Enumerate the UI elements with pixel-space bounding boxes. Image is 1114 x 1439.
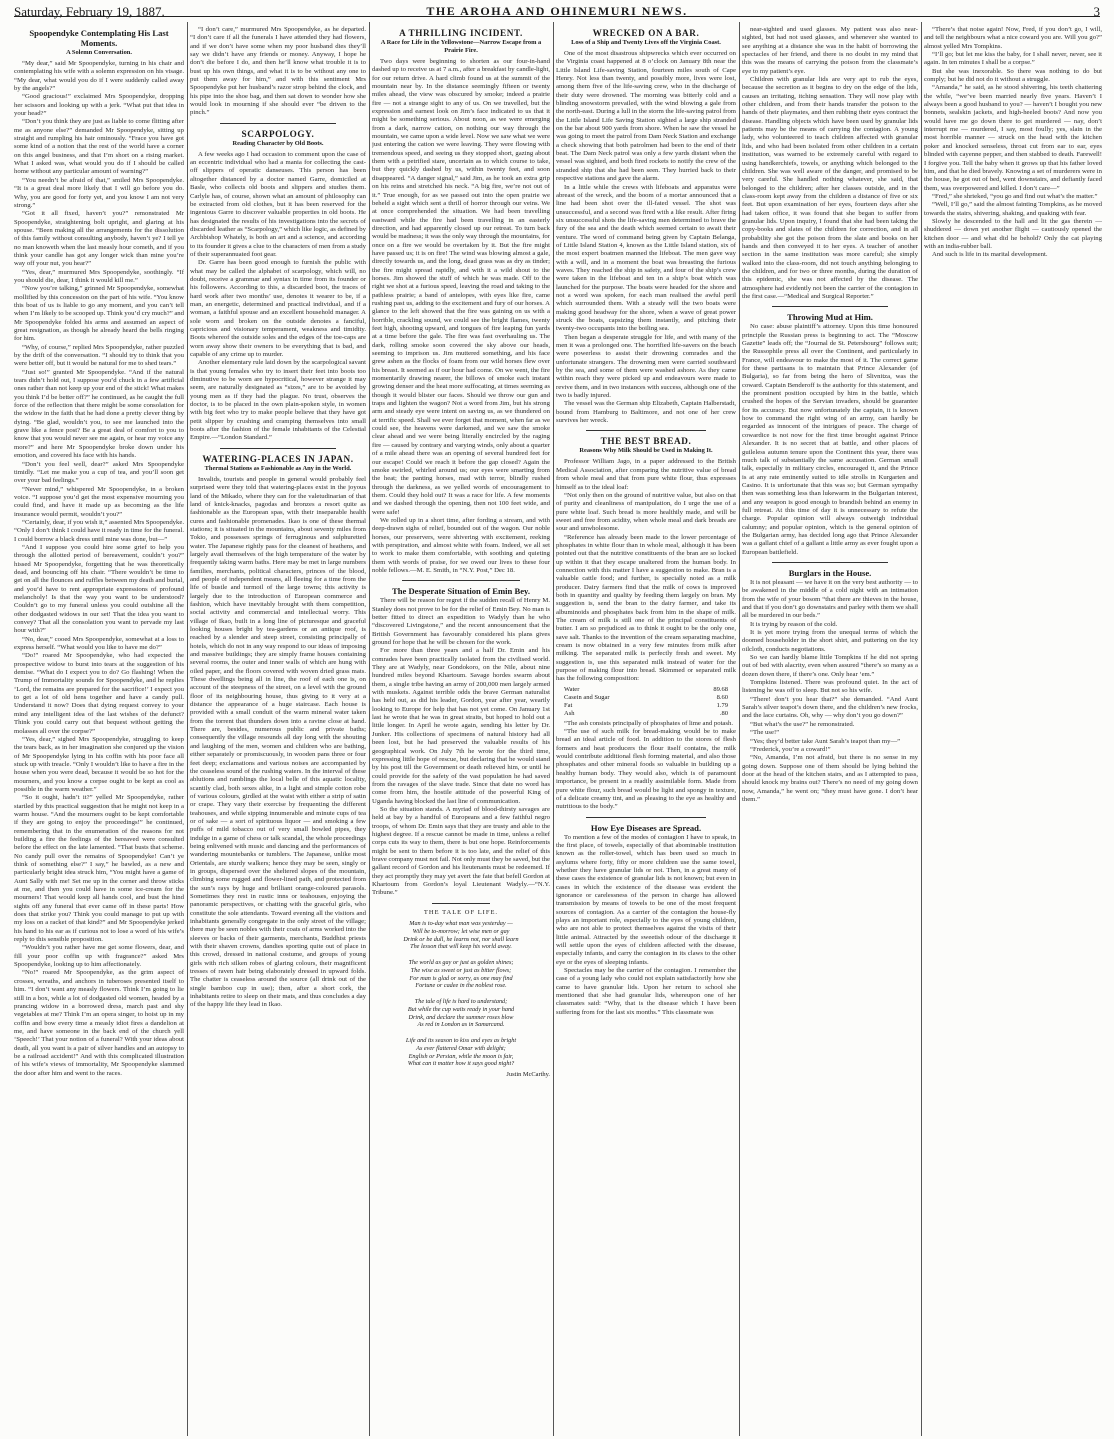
paragraph: “Do!” roared Mr Spoopendyke, who had expected the prospective widow to burst into tears at the suggestion of his demise. “What do I expect you to do? Go flashing! When the Trump of Immortality sounds for Spoopendyke, and he replies ‘Lord, the remains are prepared for the sacrifice!’ I expect you to get a lot of old hens together and have a candy pull. Understand it now? Does that dying request convey to your mind any intelligent idea of the last wishes of the defunct? Think you could carry out that bequest without getting the molasses all over the corpse?” [14, 652, 184, 735]
section-rule [586, 430, 706, 431]
poem-author: Justin McCarthy. [506, 1071, 550, 1079]
paragraph: Two days were beginning to shorten as our four-in-hand dashed up to receive us at 7 a.m., after a breakfast by candle-light, for our return drive. A hard climb found us at the summit of the mountain near by. In the distance seemingly fifteen or twenty miles ahead, the view was obscured by smoke; indeed a prairie fire — not a strange sight to any of us. On we travelled, but the expression and earnest look on Jim’s face indicated to us that it might be something serious. About noon, as we were emerging from a dark, narrow cation, on nothing our way through the mountain, we came upon a wide level. Now we saw what we were just entering the cation we were leaving. They were flowing with tremendous speed, and seeing us they stopped short, gazing about them with a petrified stare, uncertain as to which course to take, but they quickly dashed by us, within twenty feet, and soon disappeared. “A danger signal,” said Jim, as he took an extra grip on his reins and stretched his neck. “A big fire, we’re not out of it.” True enough, for as we passed out into the open prairie we beheld a sight which sent a thrill of horror through our veins. We at once comprehended the situation. We had been travelling eastward while the fire had been travelling in an easterly direction, and had apparently closed up our retreat. To turn back would be madness; it was the only way through the mountains, for once on a fire we would be overtaken by it. But the fire might have passed us; it is on fire! The wind was blowing almost a gale, directly towards us, and the long, dead grass was as dry as tinder; the fire might spread rapidly, and with it a wild shout to the horses. Jim showed the stuff of which he was made. Off to the right we shot at a furious speed, leaving the road and taking to the pathless prairie; a band of antelopes, with eyes like fire, came rushing past us, adding to the excitement and fury of our horses. A glance to the left showed that the fire was gaining on us with a horrible, crackling sound, we could see the bright flames, twenty feet high, shooting upward, and tongues of fire leaping fun yards at a time before the gale. The fire was fast overhauling us. The dark, rolling smoke soon covered the sky above our heads, seeming to imprison us. Jim muttered something, and his face grew ashen as the flocks of foam from our wild horses flew over his breast. It seemed as if our hour had come. On we went, the fire momentarily drawing nearer, the billows of smoke each instant growing denser and the heat more suffocating, at times seeming as though it would blister our faces. Should we throw our gun and traps and lighten the wagon? Not a word from Jim, but his strong arm and steady eye were intent on saving us, as we thundered on at terrific speed. Shall we ever forget that moment, when far as we could see, the heavens were darkened, and we saw the smoke clear ahead and we were being literally encircled by the raging fire — caused by contrary and varying winds, only about a quarter of a mile ahead there was an opening of several hundred feet for our escape! Could we reach it before the gap closed? Again the smoke swirled, whirled around us; our eyes were smarting from the heat; the panting horses, mad with terror, blindly rushed through the darkness, as we yelled words of encouragement to them. Could they hold out? It was a race for life. A few moments and we dashed through the opening, then not 100 feet wide, and were safe! [372, 58, 550, 516]
paragraph: We rolled up in a short time, after fording a stream, and with deep-drawn sighs of relief, bounded out of the wagon. Our noble horses, our preservers, were shivering with excitement, reeking with perspiration, and almost white with foam. Indeed, we all set to work to make them comfortable, with soothing and quieting them with words of praise, for we owed our lives to these four noble fellows.—M. E. Smith, in “N.Y. Post,” Dec 18. [372, 516, 550, 574]
milk-composition-table [564, 686, 728, 718]
paragraph: “No, Amanda, I’m not afraid, but there is no sense in my going down. Suppose one of them should be lying behind the door at the head of the kitchen stairs, and as I attempted to pass, should knock my brains out? There’s no need of my going down now, Amanda,” he went on; “they must have gone. I don’t hear them.” [742, 754, 918, 803]
paragraph: “I don’t care,” murmured Mrs Spoopendyke, as he departed. “I don’t care if all the funerals I have attended they had flowers, and if we don’t have some when my poor husband dies they’ll say we didn’t have any friends or money. Anyway, I hope he don’t die before I do, and then he’ll know what trouble it is to bust up his own things, and what it is to be without any one to put them away for him,” and with this sentiment Mrs Spoopendyke put her husband’s razor strop behind the clock, and his pipe into the shoe bag, and then sat down to wonder how she would look in mourning if she should ever “be driven to the pinch.” [190, 26, 366, 117]
article-subtitle: Reading Character by Old Boots. [232, 139, 324, 147]
paragraph: “There’s that noise again! Now, Fred, if you don’t go, I will, and tell the neighbours what a nice coward you are. Will you go?” almost yelled Mrs Tompkins. [924, 26, 1102, 50]
article-title-japan: WATERING-PLACES IN JAPAN. [202, 453, 354, 464]
article-title-best-bread: THE BEST BREAD. [600, 436, 692, 447]
paragraph: “But what’s the use?” he remonstrated. [750, 720, 855, 728]
paragraph: So we can hardly blame little Tompkins if he did not spring out of bed with alacrity, even when assured “there’s so many as a dozen down there, if there’s one. Only hear ‘em.” [742, 654, 918, 678]
paragraph: The vessel was the German ship Elizabeth, Captain Halberstadt, bound from Hamburg to Baltimore, and not one of her crew survives her wreck. [556, 400, 736, 425]
paragraph: “Certainly, dear, if you wish it,” assented Mrs Spoopendyke. “Only I don’t think I could have it ready in time for the funeral. I could borrow a black dress until mine was done, but—” [14, 518, 184, 543]
paragraph: near-sighted and used glasses. My patient was also near-sighted, but had not used glasses, and whenever she wanted to see anything at a distance she was in the habit of borrowing the spectacles of her friend, and there is no doubt in my mind that this was the means of carrying the poison from the classmate’s eye to my patient’s eye. [742, 26, 918, 75]
section-rule [432, 903, 490, 904]
paragraph: No case: abuse plaintiff’s attorney. Upon this time honoured principle the Russian press is beginning to act. The “Moscow Gazette” leads off; the “Journal de St. Petersbourg” follows suit; the Russophile press all over the Continent, and particularly in France, will endeavour to make the most of it. The correct game for these partisans is to maintain that Prince Alexander (of Bulgaria), so far from being the hero of Slivnitza, was the coward. Captain Benderoff is the authority for this statement, and the prominent position occupied by him in the battle, which crushed the hopes of the Servian invaders, should be guarantee for its accuracy. But now unfortunately the captain, it is known how to command the right wing of an army, can hardly be regarded as innocent of the intrigues of peace. The charge of cowardice is not now for the first time brought against Prince Alexander. It is no secret that at battle, and other places of guileless autumn tenure upon the Continent this year, there was much talk of substantially the same accusation. German small talk, especially in military circles, encouraged it, and the Prince is at any rate eminently suited to idle strolls in Kurgarten and Casino. It is unfortunate that this was so; but German sympathy then was something less than lukewarm in the Bulgarian interest, and any weapon is good enough to brandish behind an enemy in full retreat. At this time of day it is unnecessary to refute the charge. Popular opinion will always outweigh individual calumny; and popular opinion, which is the general opinion of the Bulgarian army, has decided long ago that Prince Alexander was a gallant chief of a gallant a little army as ever fought upon a European battlefield. [742, 323, 918, 556]
paragraph: “The use!” [750, 729, 780, 737]
paragraph: “There! don’t you hear that?” she demanded. “And Aunt Sarah’s silver teapot’s down there, and the children’s new frocks, and the lace curtains. Oh, why — why don’t you go down?” [742, 695, 918, 720]
paragraph: A few weeks ago I had occasion to comment upon the case of an eccentric individual who had a mania for collecting the cast-off slippers of operatic danseuses. This person has been altogether distanced by a doctor named Garre, domiciled at Basle, who collects old boots and slippers and studies them. Carlyle has, of course, shown what an amount of philosophy can be extracted from old clothes, but it has been reserved for the ingenious Garre to discover valuable properties in old boots. He has designated the results of his investigations into the secrets of discarded leather as “Scarpology,” which like logic, as defined by Archbishop Whately, is both an art and a science, and according to its founder it gives a clue to the characters of men from a study of their superannuated foot gear. [190, 150, 366, 258]
paragraph: “Wouldn’t you rather have me get some flowers, dear, and fill your poor coffin up with fragrance?” asked Mrs Spoopendyke, looking up to him affectionately. [14, 944, 184, 969]
table-row: Ash .80 [564, 709, 728, 717]
paragraph: “Yes; they’d better take Aunt Sarah’s teapot than my—” [750, 737, 901, 745]
paragraph: “No!” roared Mr Spoopendyke, as the grim aspect of crosses, wreaths, and anchors in tuberoses presented itself to him. “I don’t want any measly flowers. Think I’m going to lie still in a box, while a lot of dodgasted old women, headed by a prancing widow in a borrowed dress, march past and shy vegetables at me? Think I’m an opera singer, to hoist up in my coffin and bow every time a measly idiot fires a dandelion at me, and have someone in the back end of the church yell ‘Speech!’ That your notion of a funeral? With your ideas about death, all you want is a pair of silver handles and an autopsy to be a railroad accident!” And with this complicated illustration of his wife’s views of immortality, Mr Spoopendyke slammed the door after him and went to the races. [14, 969, 184, 1077]
article-title-eye-diseases: How Eye Diseases are Spread. [590, 822, 702, 833]
column-divider [739, 22, 740, 1436]
paragraph: To mention a few of the modes of contagion I have to speak, in the first place, of towels, especially of that abominable institution known as the roller-towel, which has been used so much in asylums where forty, fifty or more children use the same towel, whether they have granular lids or not. Then, in a great many of these cases the existence of granular lids is not known; but even in cases in which the existence of the disease was evident the ignorance or carelessness of the person in charge has allowed transmission by means of towels to be one of the most frequent sources of contagion. As a carrier of the contagion the house-fly plays an important role, especially to the eyes of young children, who are not able to protect themselves against the visits of their little animal. Attracted by the sweetish odour of the discharge it will settle upon the eyes of children affected with the disease, especially infants, and carry the contagion in its claws to the other eye or the eyes of sleeping infants. [556, 833, 736, 966]
column-divider [553, 22, 554, 1436]
paragraph: “Well, I’ll go,” said the almost fainting Tompkins, as he moved towards the stairs, shivering, shaking, and quaking with fear. [924, 201, 1102, 217]
paragraph: In a little while the crews with lifeboats and apparatus were abreast of the wreck, and the boom of a mortar announced that a line had been shot over the ill-fated vessel. The shot was unsuccessful, and a second was fired with a like result. After firing six unsuccessful shots the life-saving men determined to brave the fury of the sea and the death which seemed certain to await their venture. The word of command being given by Captain Belanga, of Little Island Station 4, known as the Little Island station, six of the most expert boatmen manned the lifeboat. The men gave way with a will, and in a moment the boat was breasting the furious waves. They reached the ship in safety, and four of the ship’s crew were taken in the lifeboat and ten in a ship’s boat which was launched for the purpose. The boats were headed for the shore and not a word was spoken, for each man realised the awful peril which surrounded them. With a steady will the two boats were making good headway for the shore, when a wave of great power struck the boats, capsizing them instantly, and pitching their twenty-two occupants into the boiling sea. [556, 183, 736, 333]
paragraph: For more than three years and a half Dr. Emin and his comrades have been practically isolated from the civilised world. They are at Wadyly, near Gondokoro, on the Nile, about nine hundred miles beyond Khartoum. Savage hordes swarm about them, a single tribe having an army of 200,000 men largely armed with muskets. Against terrible odds the brave German naturalist has held out, as did his leader, Gordon, year after year, wearily looking to Europe for help that has not yet come. On January 1st last he wrote that he was in great straits, but hoped to hold out a little longer. In April he wrote again, sending his letter by Dr. Junker. His collections of specimens of natural history had all been lost, but he had preserved the valuable results of his geographical work. On July 7th he wrote for the third time, expressing little hope of rescue, but declaring that he would stand by his post till the Government or death relieved him, or until he could provide for the safety of the vast population he had saved from the ravages of the slave trade. Since that date no word has come from him, the hostile attitude of the powerful King of Uganda having blocked the last line of communication. [372, 647, 550, 805]
newspaper-masthead: THE AROHA AND OHINEMURI NEWS. [426, 4, 688, 18]
article-subtitle: Loss of a Ship and Twenty Lives off the Virginia Coast. [571, 39, 721, 46]
paragraph: “Fred,” she shrieked, “you go and find out what’s the matter.” [932, 192, 1098, 200]
column-5 [742, 26, 918, 1436]
paragraph: “No, dear,” cooed Mrs Spoopendyke, somewhat at a loss to express herself. “What would you like to have me do?” [14, 635, 184, 652]
article-title-burglars: Burglars in the House. [788, 567, 872, 578]
column-divider [187, 22, 188, 1436]
page-header [14, 2, 1100, 22]
paragraph: Invalids, tourists and people in general would probably feel surprised were they told that watering-places exist in the joyous land of the Mikado, where they can for the valetudinarian of that land of knick-knacks, pagodas and bronzes a resort quite as fashionable as the European spas, with their inseparable health cures and fashionable promenades. Ikao is one of these thermal stations; it is situated in the mountains, about seventy miles from Tokio, and possesses springs of ferruginous and sulphuretted water. The Japanese rightly pass for the cleanest of heathens, and largely avail themselves of the high temperature of the water by frequently taking warm baths. Here may be met in large numbers families, merchants, political characters, princes of the blood, and people of independent means, all fleeing for a time from the life of bustle and turmoil of the large towns; this activity is largely due to the introduction of European commerce and fashion, which have inevitably brought with them competition, social activity and commercial and intellectual worry. This village of Ikao, built in a long line of picturesque and graceful looking houses bright by tea-gardens or an antique roof, is reached by a slender and steep street, consisting principally of hotels, which do not in any way respond to our ideas of imposing and massive buildings; they are simply frame houses containing several rooms, the outer and inner walls of which are hung with oiled paper, and the floors covered with woven dried grass mats. These dwellings being all in line, the roof of each one is, on account of the steepness of the street, on a level with the ground floor of its neighbouring house, thus giving to it very at a distance the appearance of a huge staircase. Each house is provided with a small conduit of the warm mineral water taken from the torrent that thunders down into a ravine close at hand. There are, besides, numerous public and private baths; consequently the village resounds all day long with the shouting and laughing of the men, women and children who are bathing, either separately or promiscuously, in wooden pans three or four feet deep; exclamations and various noises are accompanied by the ceaseless sound of the rushing waters. In the interval of these ablutions and ramblings the local belle of this aquatic locality, scantily clad, both sexes alike, in a light and simple cotton robe of various colours, girdled at the waist with either a strip of satin or crape. They vary their exercise by frequenting the different teahouses, and while sipping innumerable and minute cups of tea or of sake — a sort of spirituous liquor — and smoking a few puffs of mild tobacco out of very small bowled pipes, they indulge in a game of chess or talk scandal, the whole proceedings being enlivened with music and dancing and the performances of wandering mountebanks or tumblers. The Japanese, unlike most Orientals, are sturdy walkers; hence they may be seen, singly or in groups, dispersed over the sheltered slopes of the mountain, climbing some rugged and flower-lined path, and protected from the sun’s rays by huge and brilliant orange-coloured parasols. Sometimes they rest in rustic inns or teahouses, enjoying the panoramic perspectives, or chatting with the graceful girls, who constitute the sole attendants. Toward evening all the visitors and inhabitants generally congregate in the only street of the village; there may be seen nobles with their coats of arms worked into the sleeves or backs of their garments, merchants, Buddhist priests with their shaven crowns, dandies sporting quite out of place in this crowd, dressed in national costume, and groups of young girls with rich silken robes of glaring colours, their magnificent tresses of raven hair being elaborately dressed in upward folds. The chatter is ceaseless around the source (all drink out of the single bamboo cup in use); then, after a short cork, the inhabitants retire to sleep on their mats, and thus concludes a day of the happy life they lead in Ikao. [190, 475, 366, 1009]
paragraph: “You needn’t be afraid of that,” smiled Mrs Spoopendyke. “It is a great deal more likely that I will go before you do. Why, you are good for forty yet, and you know I am not very strong.” [14, 176, 184, 209]
paragraph: So the situation stands. A myriad of blood-thirsty savages are held at bay by a handful of Europeans and a few faithful negro troops, of whom Dr. Emin says that they are trusty and able to the highest degree. If a rescue cannot be made in time, unless a relief corps cuts its way to them, there is but one hope. Reinforcements might be sent to them before it is too late, and the relief of this brave company must not fail. Not only must they be saved, but the gallant record of Gordon and his lieutenants must be redeemed. If they act promptly they may yet avert the fate that befell Gordon at Khartoum from Gordon’s loyal Lieutenant Wadyly.—“N.Y. Tribune.” [372, 805, 550, 897]
article-title-thrilling-incident: A THRILLING INCIDENT. [399, 28, 523, 38]
section-rule [772, 306, 888, 307]
paragraph: “Don’t you think they are just as liable to come flitting after me as anyone else?” demanded Mr Spoopendyke, sitting up straight and rumpling his hair ominously. “Frace you have got some kind of a notion that the rest of the world have a corner on this angel business, and that I’m short on a rising market. What I asked was, what would you do if I should be called home without any particular amount of warning?” [14, 118, 184, 176]
paragraph: There will be reason for regret if the sudden recall of Henry M. Stanley does not prove to be for the relief of Emin Bey. No man is better fitted to direct an expedition to Wadyly than he who “discovered Livingstone,” and the recent announcement that the British Government has favourably considered his plans gives ground for hope that he will be chosen for the work. [372, 597, 550, 647]
paragraph: And such is life in its marital development. [932, 251, 1048, 259]
paragraph: “My dear,” said Mr Spoopendyke, turning in his chair and contemplating his wife with a solemn expression on his visage. “My dear, what would you do if I were suddenly called away by the angels?” [14, 60, 184, 93]
column-2 [190, 26, 366, 1436]
paragraph: “And I suppose you could hire some grief to help you through the allotted period of bereavement, couldn’t you?” hissed Mr Spoopendyke, forgetting that he was theoretically dead, and bouncing off his chair. “There wouldn’t be time to get on all the flounces and ruffles between my death and burial, and you’d have to rent appropriate expressions of profound melancholy! Is that the way you want to be understood? Couldn’t go to my funeral unless you could outshine all the other dodgasted widows in our set! That the idea you want to convey? That all the consolation you want to pervade my last hour with?” [14, 543, 184, 635]
section-rule [220, 123, 336, 124]
paragraph: “Why, of course,” replied Mrs Spoopendyke, rather puzzled by the drift of the conversation. “I should try to think that you were better off, but it would be natural for me to shed tears.” [14, 343, 184, 368]
paragraph: Spectacles may be the carrier of the contagion. I remember the case of a young lady who could not explain satisfactorily how she came to have granular lids. Upon her return to school she mentioned that she had granular lids, whereupon one of her classmates said: “Why, that is the disease which I have been suffering from for the last six months.” This classmate was [556, 967, 736, 1016]
paragraph: “Never mind,” whispered Mr Spoopendyke, in a broken voice. “I suppose you’d get the most expensive mourning you could find, and have it made up as becoming as the life insurance would permit, wouldn’t you?” [14, 485, 184, 518]
paragraph: Then began a desperate struggle for life, and with many of the men it was a prolonged one. The horrified life-savers on the beach were powerless to assist their drowning comrades and the unfortunate strangers. The drowning men were carried southward by the sea, and some of them were washed ashore. As they came within reach they were picked up and endeavours were made to revive them, and in two instances with success, although one of the two is badly injured. [556, 333, 736, 400]
paragraph: Another elementary rule laid down by the scarpological savant is that young females who try to insert their feet into boots too diminutive to be worn are hypocritical, however strange it may seem, are naturally designated as “sizes,” are to be avoided by young men as if they had the plague. No trust, observes the doctor, is to be placed in the own plain-spoken style, in women with big feet who try to make people believe that they have got petit slipper by crushing and cramping themselves into small boots after the fashion of the female inhabitants of the Celestial Empire.—“London Standard.” [190, 359, 366, 442]
paragraph: It is yet more trying from the unequal terms of which the doomed householder in the short shirt, and puttering on the icy oilcloth, conducts negotiations. [742, 629, 918, 653]
paragraph: “Yes, dear,” murmured Mrs Spoopendyke, soothingly. “If you should die, dear, I think it would kill me.” [14, 268, 184, 284]
paragraph: One of the most disastrous shipwrecks which ever occurred on the Virginia coast happened at 8 o’clock on January 8th near the Little Island Life-saving Station, fourteen miles south of Cape Henry. Not less than twenty, and possibly more, lives were lost, among them five of the life-saving crew, who in the discharge of their duty were drowned. The morning was bitterly cold and a blinding snowstorm prevailed, with the wind blowing a gale from the north-east. During a lull in the storm the life-saving patrol from the Little Island Life Saving Station sighted a large ship stranded on the bar about 900 yards from shore. When he saw the vessel he was going to meet the patrol from Dam Neck Station and exchange a check showing that both patrolmen had been to the end of their beat. The Dam Neck patrol was only a few yards distant when the vessel was sighted, and both fired rockets to notify the crew of the stranded ship that she had been seen. They hurried back to their respective stations and gave the alarm. [556, 50, 736, 183]
poem-body: Man is to-day what man was yesterday — Will be to-morrow; let wise men or gay Drink or be dull, he learns not, nor shall learn The lesson that will keep his world away. The world as gay or just as golden shines; The wise as sweet or just as bitter flows; For man is glad or sorry, as one may find Fortune or cadee in the noblest rose. The tale of life is hard to understand; But while the cup waits ready in your hand Drink, and declare the summer roses blow As red in London as in Samarcand. Life and its season to kiss and eyes as bright As ever flattered Omar with delight; English or Persian, while the moon is fair, What can it matter how it says good night? [403, 920, 519, 1068]
poem-title: THE TALE OF LIFE. [423, 908, 499, 916]
table-row: Fat 1.79 [564, 701, 728, 709]
section-rule [402, 580, 520, 581]
section-rule [772, 562, 888, 563]
column-6 [924, 26, 1102, 1436]
paragraph: It is trying by reason of the cold. [750, 620, 838, 628]
article-title-wrecked: WRECKED ON A BAR. [592, 28, 700, 38]
column-1 [14, 26, 184, 1436]
article-subtitle: A Solemn Conversation. [66, 49, 132, 56]
section-rule [220, 448, 336, 449]
paragraph: “Now you’re talking,” grinned Mr Spoopendyke, somewhat mollified by this concession on the part of his wife. “You know this boat of us is liable to go any moment, and you can’t tell when I’m likely to be scooped up. Think you’d cry much?” and Mr Spoopendyke folded his arms and assumed an aspect of great resignation, as though he already heard the bells ringing for him. [14, 285, 184, 343]
paragraph: Children with granular lids are very apt to rub the eyes, because the secretion as it begins to dry on the edge of the lids, causes an irritating, itching sensation. They will now play with other children, and from their hands transfer the poison to the hands of their playmates, and then rubbing their eyes contract the disease. Handling objects which have been used by granular lids patients may be the means of carrying the contagion. A young lady, who volunteered to teach children affected with granular lids, and who had been isolated from other children in a certain institution, was warned to be extremely careful with regard to using handkerchiefs, towels, or anything which belonged to the children. She was well aware of the danger, and promised to be very careful. She handled nothing whatever, she said, that belonged to the children; after her classes outside, and in the class-room kept away from the children a distance of five or six feet. But upon examination of her eyes, fourteen days after she had taken office, it was found that she began to suffer from granular lids. Upon inquiry, I found that she had been taking the copy-books and slates of the children for correction, and in all probability she got the poison from the slate and books on her hands and then conveyed it to her eyes. A teacher of another section in the same institution was more careful; she simply walked into the class-room, did not touch anything belonging to the children, and for two or three months, during the duration of this epidemic, she was not affected by the disease. The atmosphere had evidently not been the carrier of the contagion in the first case.—“Medical and Surgical Reporter.” [742, 76, 918, 300]
paragraph: “The use of such milk for bread-making would be to make bread an ideal article of food. In addition to the stores of flesh formers and heat producers the flour itself contains, the milk would contribute additional flesh forming material, and also those phosphates and other mineral foods so valuable in building up a healthy human body. They would also, which is of paramount importance, be present in a readily assimilable form. Made from pure white flour, such bread would be light and spongy in texture, of a delicate creamy tint, and as pleasing to the eye as healthy and nutritious to the body.” [556, 728, 736, 811]
article-title-scarpology: SCARPOLOGY. [241, 128, 315, 139]
article-subtitle: Thermal Stations as Fashionable as Any in the World. [204, 464, 352, 472]
paragraph: “The ash consists principally of phosphates of lime and potash. [564, 719, 734, 727]
paragraph: “Good gracious!” exclaimed Mrs Spoopendyke, dropping her scissors and looking up with a jerk. “What put that idea in your head?” [14, 93, 184, 118]
header-rule [14, 16, 1100, 17]
paragraph: Professor William Jago, in a paper addressed to the British Medical Association, after comparing the nutritive value of bread from whole meal and that from pure white flour, thus expresses himself as to the ideal loaf: [556, 458, 736, 491]
section-rule [586, 817, 706, 818]
paragraph: It is not pleasant — we have it on the very best authority — to be awakened in the middle of a cold night with an intimation from the wife of your bosom “that there are thieves in the house, and that if you don’t go downstairs and parley with them we shall all be murdered in our beds.” [742, 578, 918, 620]
column-4 [556, 26, 736, 1436]
article-subtitle: Reasons Why Milk Should be Used in Making It. [579, 447, 713, 455]
article-title-throwing-mud: Throwing Mud at Him. [787, 312, 873, 323]
paragraph: But she was inexorable. So there was nothing to do but comply; but he did not do it without a struggle. [924, 67, 1102, 84]
paragraph: “Reference has already been made to the lower percentage of phosphates in white flour than in whole meal, although it has been pointed out that the nutritive constituents of the bran are so locked up within it that they escape unaltered from the human body. In connection with this matter I have a suggestion to make. Bran is a valuable cattle food; and further, is specially noted as a milk producer. Dairy farmers find that the milk of cows is improved both in quantity and quality by feeding them largely on bran. My suggestion is, send the bran to the dairy farmer, and take its albuminoids and phosphates back from him in the shape of milk. The cream of milk is still one of the principal constituents of butter. I am so prejudiced as to think it ought to be the only one, save salt. Thanks to the invention of the cream separating machine, cream is now obtained in a very few minutes from milk after milking. The separated milk is perfectly fresh and sweet. My suggestion is, use this separated milk instead of water for the purpose of making flour into bread. Skimmed or separated milk has the following composition: [556, 533, 736, 683]
table-row: Water 89.68 [564, 685, 728, 693]
table-row: Casein and Sugar 8.60 [564, 693, 728, 701]
paragraph: “Frederick, you’re a coward!” [750, 745, 831, 753]
paragraph: Slowly he descended to the hall and lit the gas therein — shuddered — down yet another flight — cautiously opened the kitchen door — and what did he behold? Only the cat playing with an india-rubber ball. [924, 217, 1102, 250]
page-number: 3 [1093, 4, 1100, 19]
column-divider [921, 22, 922, 1436]
paragraph: “I’ll go; but let me kiss the baby, for I shall never, never, see it again. In ten minutes I shall be a corpse.” [924, 51, 1102, 67]
column-divider [369, 22, 370, 1436]
paragraph: Tompkins listened. There was profound quiet. In the act of listening he was off to sleep. But not so his wife. [742, 679, 918, 695]
paragraph: Dr. Garre has been good enough to furnish the public with what may be called the alphabet of scarpology, which will, no doubt, receive a grammar and syntax in time from its founder or his followers. According to this, a discarded boot, the traces of hard work after two months’ use, denotes it wearer to be, if a man, an energetic, determined and practical individual, and if a woman, a faithful spouse and an excellent household manager. A sole worn and broken on the outside denotes a fanciful, capricious and visionary temperament, weakness and timidity. Boots whereof the outside soles and the edges of the toe-caps are worn away show their owners to be everything that is bad, and capable of any crime up to murder. [190, 259, 366, 359]
column-3 [372, 26, 550, 1436]
paragraph: “Yes, dear,” sighed Mrs Spoopendyke, struggling to keep the tears back, as in her imagination she conjured up the vision of Mr Spoopendyke lying in his coffin with his poor face all stuck up with treacle. “Only I wouldn’t like to have a fire in the house when you were dead, because it would be so hot for the mourners, and you know a corpse ought to be kept as cool as possible in the warm weather.” [14, 735, 184, 793]
paragraph: “So it ought, hadn’t it?” yelled Mr Spoopendyke, rather startled by this practical suggestion that he might not keep in a warm house. “And the mourners ought to be kept comfortable if they are going to enjoy the proceedings!” he continued, remembering that in the enumeration of the reasons for not building a fire the feelings of the bereaved were consulted before the effect on the late lamented. “That busts that scheme. No candy pull over the remains of Spoopendyke! Can’t ye think of something else?” I say,” he bawled, as a new and particularly bright idea struck him, “You might have a game of Aunt Sally with me! Set me up in the corner and throw sticks at me, and then you could have in some ice-cream for the mourners! That would keep all hands cool, and bust the hind sights off any funeral that ever came off in these parts! How does that strike you? Think you could manage to put up with my loss on a racket of that kind?” and Mr Spoopendyke jerked his hand to his ear as if curious not to lose a word of his wife’s reply to this sensible proposition. [14, 794, 184, 944]
paragraph: “Don’t you feel well, dear?” asked Mrs Spoopendyke timidly. “Let me make you a cup of tea, and you’ll soon get over your bad feelings.” [14, 460, 184, 485]
paragraph: “Not only then on the ground of nutritive value, but also on that of purity and cleanliness of manipulation, do I urge the use of a pure white loaf. Such bread is more healthily made, and will be sweet and free from acidity, when whole meal and dark breads are sour and unwholesome. [556, 491, 736, 533]
article-subtitle: A Race for Life in the Yellowstone—Narrow Escape from a Prairie Fire. [380, 39, 542, 54]
paragraph: “Amanda,” he said, as he stood shivering, his teeth chattering the while, “we’ve been married nearly five years. Haven’t I always been a good husband to you? — haven’t I bought you new bonnets, sealskin jackets, and high-heeled boots? And now you would have me go down there to get murdered — nay, don’t interrupt me — murdered, I say, most foully; yes, slain in the most horrible manner — struck on the head with the kitchen poker and knocked senseless, throat cut from ear to ear, eyes blinded with cayenne pepper, and then stabbed to death. Farewell! I forgive you. Tell the baby when it grows up that his father loved him, and that he died bravely. Knowing a set of murderers were in the house, he got out of bed, went downstairs, and defiantly faced them, was overpowered and killed. I don’t care—” [924, 84, 1102, 192]
paragraph: “Just so!” granted Mr Spoopendyke. “And if the natural tears didn’t hold out, I suppose you’d chuck in a few artificial ones rather than not keep up your end of the stick! What makes you think I’d be better off?” he continued, as he caught the full force of the reflection that there might be some consolation for the widow in the faith that he had done a pretty clever thing by dying. “Be glad, wouldn’t you, to see me launched into the grave like a fence post? Be a great deal of comfort to you to know that you would never see me again, or hear my voice any more?” and here Mr Spoopendyke broke down under his emotion, and covered his face with his hands. [14, 368, 184, 460]
article-title-spoopendyke: Spoopendyke Contemplating His Last Moments. [29, 28, 169, 48]
article-title-emin-bey: The Desperate Situation of Emin Bey. [392, 586, 530, 597]
paragraph: “Got it all fixed, haven’t you?” remonstrated Mr Spoopendyke, straightening bolt upright, and glaring at his spouse. “Been making all the arrangements for the dissolution of this family without consulting anybody, haven’t ye? I tell ye no man knoweth when the last measly hour cometh, and if you think your candle has got any longer wick than mine you’re way off your nut, you hear?” [14, 210, 184, 268]
issue-date: Saturday, February 19, 1887. [14, 4, 165, 19]
